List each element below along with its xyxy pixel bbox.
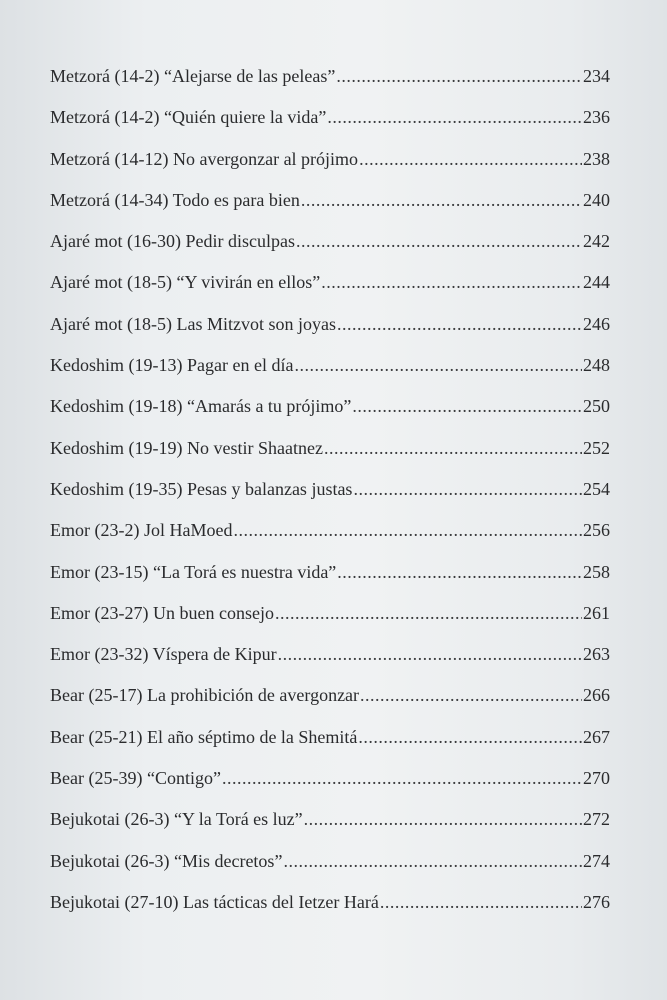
dot-leader bbox=[278, 634, 582, 675]
toc-entry-page: 276 bbox=[583, 891, 610, 912]
toc-entry-title: Emor (23-2) Jol HaMoed bbox=[50, 520, 233, 541]
toc-entry-title: Kedoshim (19-35) Pesas y balanzas justas bbox=[50, 478, 353, 499]
toc-entry-page: 244 bbox=[583, 272, 610, 293]
toc-entry-title: Emor (23-15) “La Torá es nuestra vida” bbox=[50, 561, 337, 582]
toc-entry bbox=[50, 634, 610, 675]
toc-entry-page: 250 bbox=[583, 396, 610, 417]
toc-entry bbox=[50, 180, 610, 221]
toc-entry-page: 274 bbox=[583, 850, 610, 871]
toc-entry-title: Bejukotai (27-10) Las tácticas del Ietzer Hará bbox=[50, 891, 379, 912]
dot-leader bbox=[336, 56, 582, 97]
toc-entry-page: 234 bbox=[583, 66, 610, 86]
toc-entry bbox=[50, 221, 610, 262]
dot-leader bbox=[353, 469, 582, 510]
toc-entry-title: Bejukotai (26-3) “Mis decretos” bbox=[50, 850, 283, 871]
toc-entry-title: Ajaré mot (18-5) “Y vivirán en ellos” bbox=[50, 272, 321, 293]
dot-leader bbox=[380, 882, 582, 923]
toc-entry-page: 252 bbox=[583, 437, 610, 458]
toc-entry bbox=[50, 139, 610, 180]
table-of-contents bbox=[50, 56, 610, 923]
toc-entry bbox=[50, 675, 610, 716]
toc-entry-page: 272 bbox=[583, 809, 610, 830]
dot-leader bbox=[358, 717, 582, 758]
toc-entry-title: Kedoshim (19-13) Pagar en el día bbox=[50, 355, 294, 376]
toc-entry-title: Ajaré mot (16-30) Pedir disculpas bbox=[50, 231, 295, 252]
toc-entry bbox=[50, 510, 610, 551]
toc-entry-page: 258 bbox=[583, 561, 610, 582]
dot-leader bbox=[324, 428, 582, 469]
toc-entry bbox=[50, 345, 610, 386]
toc-entry bbox=[50, 799, 610, 840]
toc-entry-title: Metzorá (14-34) Todo es para bien bbox=[50, 189, 300, 210]
toc-entry-page: 266 bbox=[583, 685, 610, 706]
toc-entry-title: Emor (23-27) Un buen consejo bbox=[50, 602, 274, 623]
dot-leader bbox=[283, 841, 582, 882]
toc-entry bbox=[50, 304, 610, 345]
dot-leader bbox=[352, 386, 582, 427]
dot-leader bbox=[233, 510, 582, 551]
toc-entry bbox=[50, 882, 610, 923]
toc-entry-title: Emor (23-32) Víspera de Kipur bbox=[50, 644, 277, 665]
toc-entry bbox=[50, 758, 610, 799]
dot-leader bbox=[327, 97, 582, 138]
toc-entry-page: 238 bbox=[583, 148, 610, 169]
dot-leader bbox=[301, 180, 582, 221]
toc-entry bbox=[50, 552, 610, 593]
toc-entry-page: 242 bbox=[583, 231, 610, 252]
toc-entry-title: Metzorá (14-2) “Alejarse de las peleas” bbox=[50, 66, 336, 86]
toc-entry bbox=[50, 386, 610, 427]
toc-entry-page: 261 bbox=[583, 602, 610, 623]
toc-entry-title: Metzorá (14-12) No avergonzar al prójimo bbox=[50, 148, 359, 169]
dot-leader bbox=[359, 139, 582, 180]
dot-leader bbox=[304, 799, 582, 840]
toc-entry-page: 246 bbox=[583, 313, 610, 334]
dot-leader bbox=[360, 675, 582, 716]
dot-leader bbox=[222, 758, 582, 799]
toc-entry-title: Kedoshim (19-18) “Amarás a tu prójimo” bbox=[50, 396, 352, 417]
dot-leader bbox=[321, 262, 582, 303]
toc-entry-page: 248 bbox=[583, 355, 610, 376]
toc-entry-page: 254 bbox=[583, 478, 610, 499]
dot-leader bbox=[294, 345, 582, 386]
toc-entry-title: Bear (25-39) “Contigo” bbox=[50, 768, 221, 789]
toc-entry bbox=[50, 97, 610, 138]
toc-entry-page: 240 bbox=[583, 189, 610, 210]
toc-entry bbox=[50, 428, 610, 469]
toc-entry-page: 256 bbox=[583, 520, 610, 541]
toc-entry-title: Metzorá (14-2) “Quién quiere la vida” bbox=[50, 107, 327, 128]
toc-entry-title: Bear (25-21) El año séptimo de la Shemitá bbox=[50, 726, 358, 747]
toc-entry-page: 236 bbox=[583, 107, 610, 128]
dot-leader bbox=[296, 221, 582, 262]
toc-entry-title: Bear (25-17) La prohibición de avergonzar bbox=[50, 685, 360, 706]
toc-entry bbox=[50, 593, 610, 634]
toc-entry-page: 267 bbox=[583, 726, 610, 747]
toc-entry-page: 263 bbox=[583, 644, 610, 665]
toc-entry bbox=[50, 262, 610, 303]
toc-entry-title: Kedoshim (19-19) No vestir Shaatnez bbox=[50, 437, 323, 458]
toc-entry-title: Ajaré mot (18-5) Las Mitzvot son joyas bbox=[50, 313, 336, 334]
toc-entry bbox=[50, 469, 610, 510]
dot-leader bbox=[337, 304, 582, 345]
toc-entry bbox=[50, 56, 610, 97]
toc-entry bbox=[50, 717, 610, 758]
toc-entry-page: 270 bbox=[583, 768, 610, 789]
dot-leader bbox=[275, 593, 582, 634]
dot-leader bbox=[337, 552, 582, 593]
toc-entry bbox=[50, 841, 610, 882]
toc-entry-title: Bejukotai (26-3) “Y la Torá es luz” bbox=[50, 809, 303, 830]
